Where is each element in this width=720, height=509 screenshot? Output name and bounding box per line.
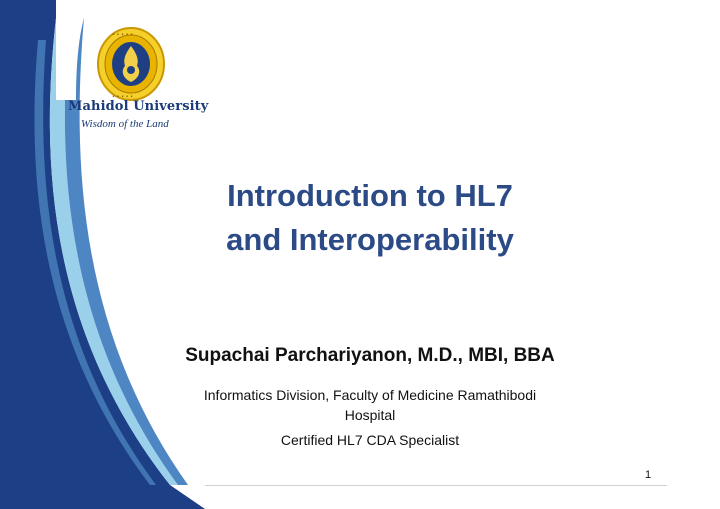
university-name: Mahidol University (68, 99, 209, 114)
mahidol-university-seal-icon (96, 26, 166, 102)
presenter-certification: Certified HL7 CDA Specialist (280, 432, 460, 448)
affiliation-line-2: Hospital (344, 407, 396, 423)
page-number: 1 (645, 469, 652, 481)
slide-title (120, 174, 620, 262)
university-motto: Wisdom of the Land (81, 118, 169, 130)
affiliation-line-1: Informatics Division, Faculty of Medicine Ramathibodi (203, 387, 537, 403)
title-line-2: and Interoperability (226, 222, 514, 257)
presenter-affiliation (120, 385, 620, 425)
svg-text:• • • • •: • • • • • (112, 94, 134, 100)
title-line-1: Introduction to HL7 (227, 178, 513, 213)
presenter-name: Supachai Parchariyanon, M.D., MBI, BBA (185, 345, 555, 366)
footer-divider (205, 485, 667, 486)
svg-text:• • • • •: • • • • • (112, 32, 134, 38)
